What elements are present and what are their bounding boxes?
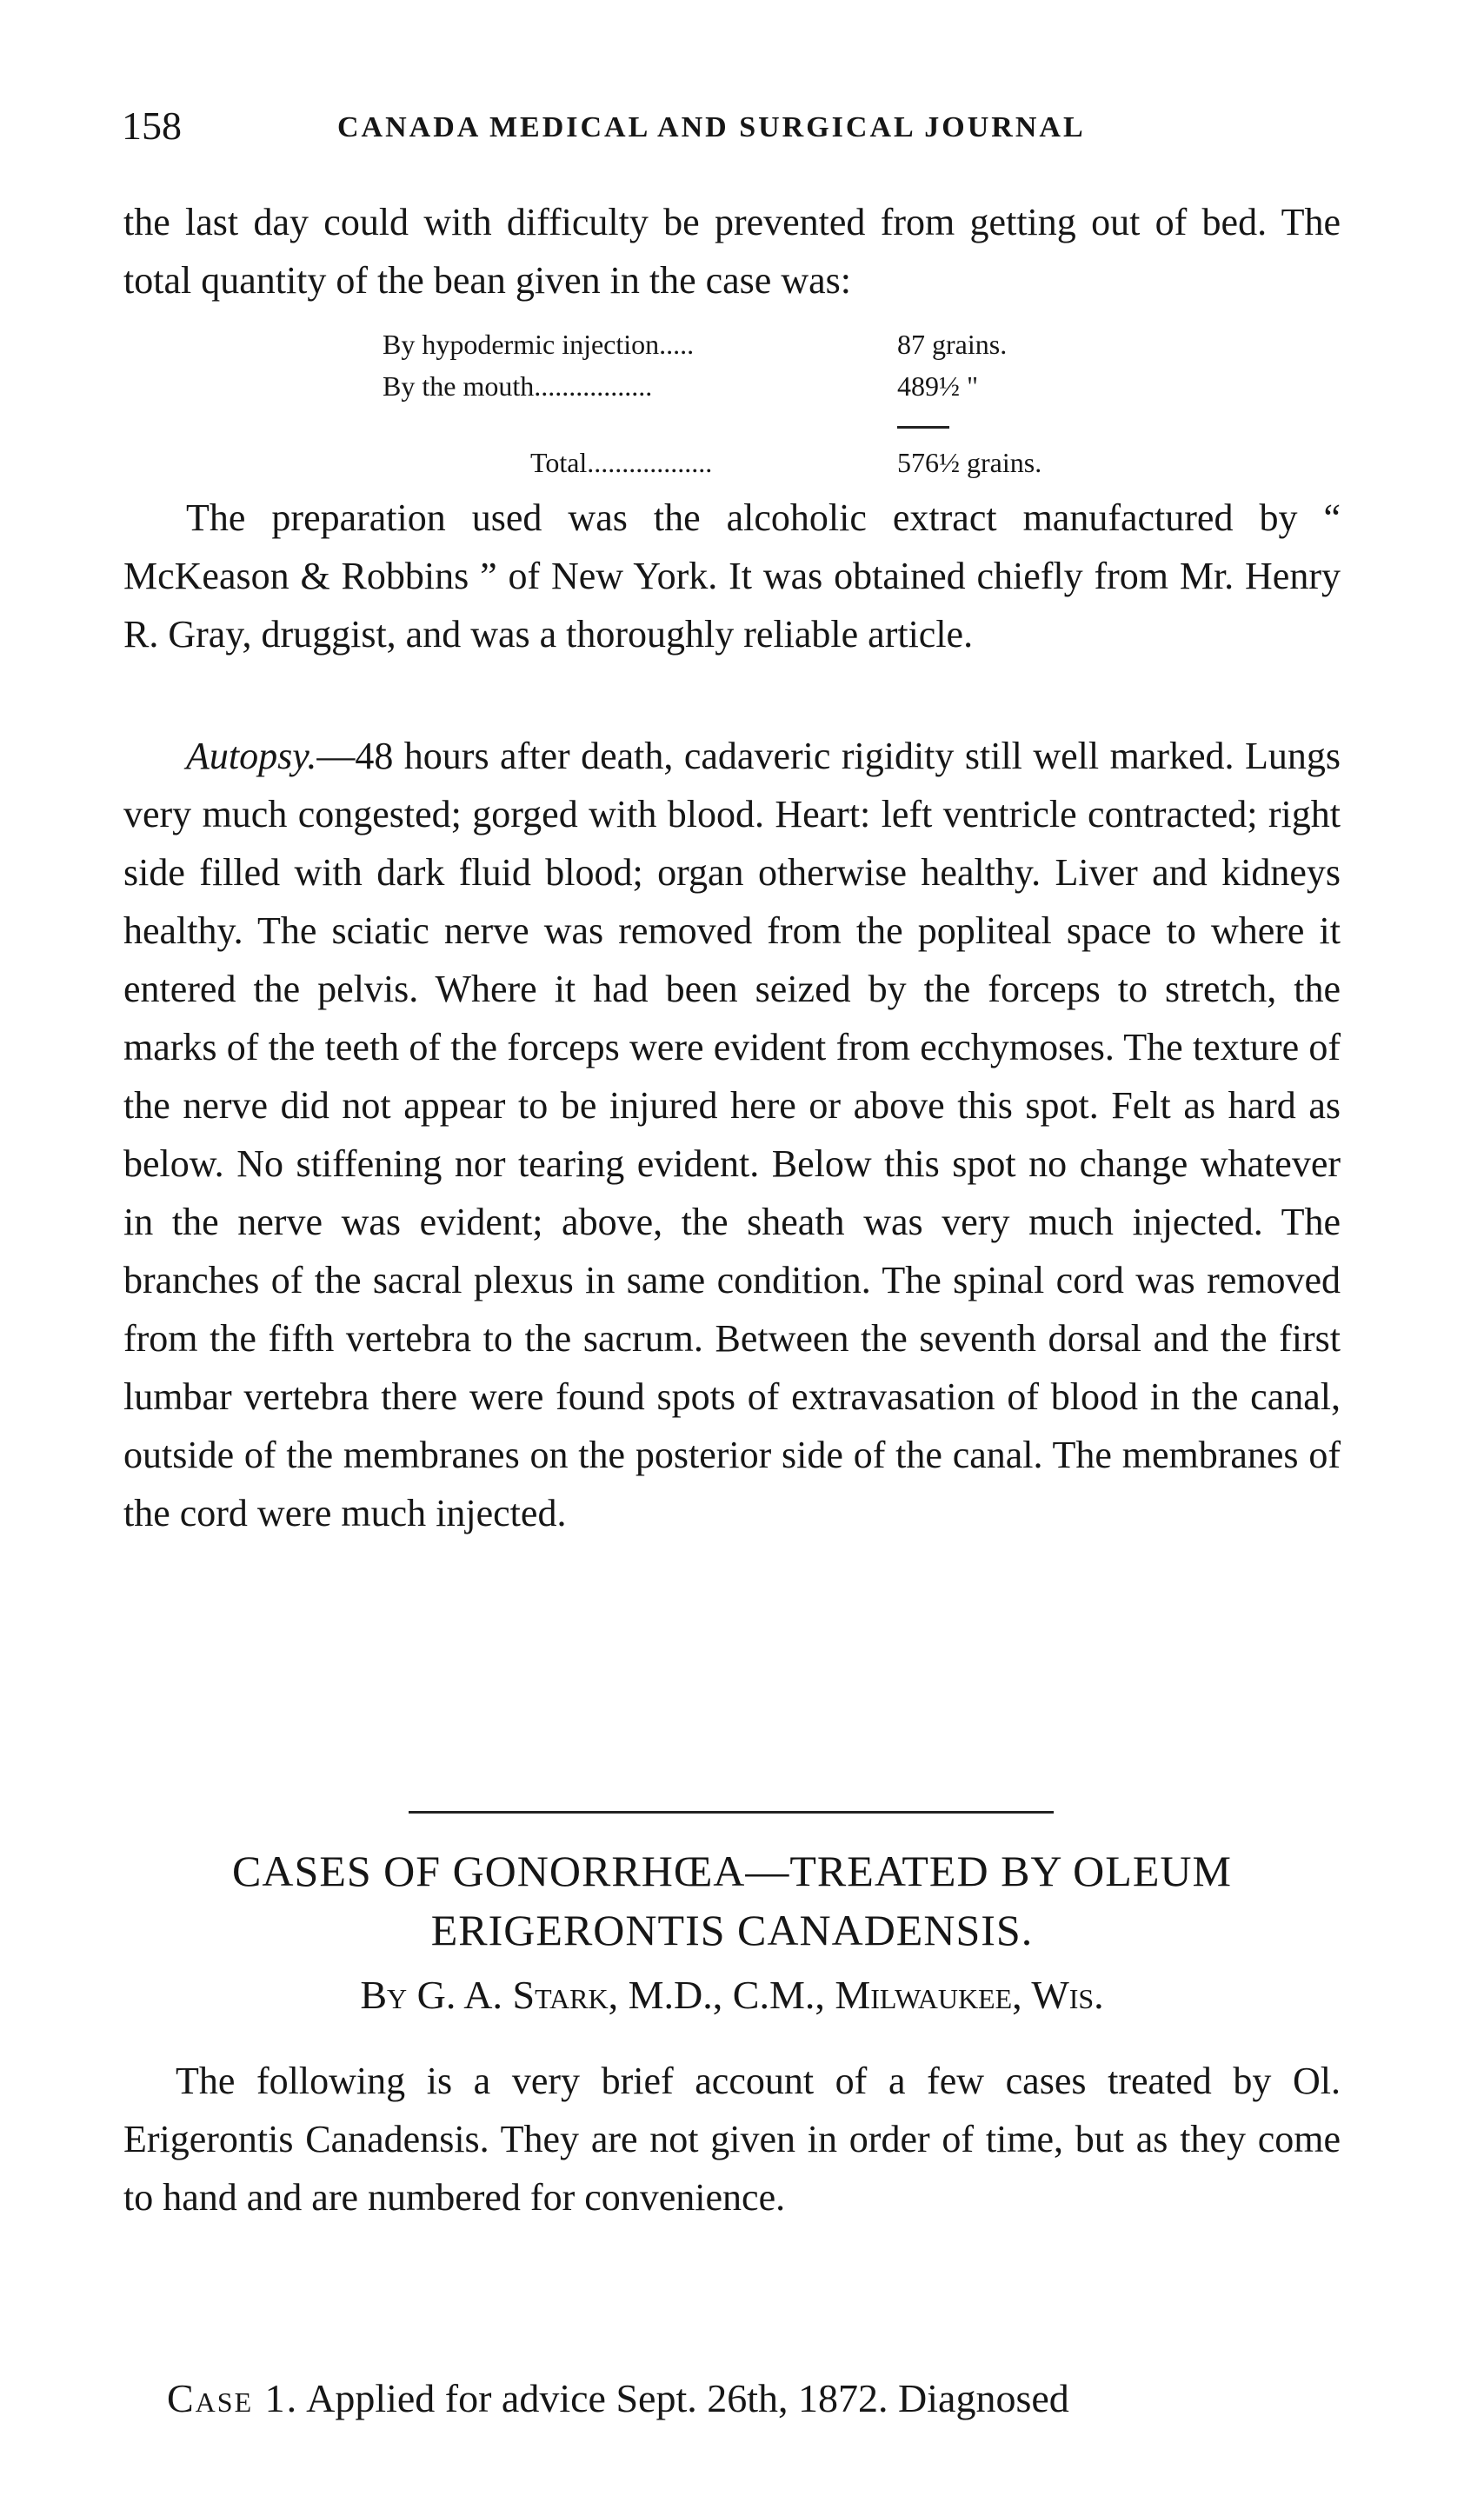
dosage-value: 87 grains.: [897, 329, 1008, 360]
total-label: Total..................: [530, 447, 713, 478]
article-author: By G. A. Stark, M.D., C.M., Milwaukee, Wis.: [360, 1973, 1104, 2017]
article-title-line: ERIGERONTIS CANADENSIS.: [430, 1906, 1034, 1954]
article-title: [123, 1841, 1341, 1960]
dosage-table: [383, 323, 1165, 407]
case-heading: [167, 2375, 1069, 2421]
journal-title: CANADA MEDICAL AND SURGICAL JOURNAL: [337, 111, 1086, 143]
autopsy-paragraph: [123, 727, 1341, 1542]
dosage-label: By the mouth.................: [383, 370, 653, 402]
case-label: Case 1.: [167, 2376, 299, 2420]
dosage-total: [530, 442, 1139, 483]
article-intro: The following is a very brief account of a few cases treated by Ol. Erigerontis Canadensis. They are not given in order of time, but as they come to hand and are numbered for convenience.: [123, 2060, 1341, 2219]
section-divider: [409, 1811, 1054, 1814]
article-title-line: CASES OF GONORRHŒA—TREATED BY OLEUM: [232, 1847, 1232, 1895]
total-value: 576½ grains.: [897, 447, 1042, 478]
dosage-label: By hypodermic injection.....: [383, 329, 695, 360]
dosage-value: 489½ ": [897, 370, 979, 402]
dosage-row: [383, 323, 1165, 365]
running-header: [122, 103, 1356, 155]
dosage-row: [383, 365, 1165, 407]
preparation-paragraph: The preparation used was the alcoholic extract manufactured by “ McKeason & Robbins ” of New York. It was obtained chiefly from Mr. Henry R. Gray, druggist, and was a thoroughly reliable article.: [123, 496, 1341, 656]
intro-paragraph: the last day could with difficulty be prevented from getting out of bed. The total quantity of the bean given in the case was:: [123, 201, 1341, 302]
autopsy-text: —48 hours after death, cadaveric rigidity still well marked. Lungs very much congested; gorged with blood. Heart: left ventricle contracted; right side filled with dark fluid blood; organ otherwise healthy. Liver and kidneys healthy. The sciatic nerve was removed from the popliteal space to where it entered the pelvis. Where it had been seized by the forceps to stretch, the marks of the teeth of the forceps were evident from ecchymoses. The texture of the nerve did not appear to be injured here or above this spot. Felt as hard as below. No stiffening nor tearing evident. Below this spot no change whatever in the nerve was evident; above, the sheath was very much injected. The branches of the sacral plexus in same condition. The spinal cord was removed from the fifth vertebra to the sacrum. Between the seventh dorsal and the first lumbar vertebra there were found spots of extravasation of blood in the canal, outside of the membranes on the posterior side of the canal. The membranes of the cord were much injected.: [123, 735, 1341, 1534]
sum-rule: [897, 426, 949, 429]
autopsy-label: Autopsy.: [186, 735, 317, 777]
case-text: Applied for advice Sept. 26th, 1872. Diagnosed: [298, 2376, 1069, 2420]
total-row: [530, 442, 1139, 483]
page-number: 158: [122, 103, 182, 148]
